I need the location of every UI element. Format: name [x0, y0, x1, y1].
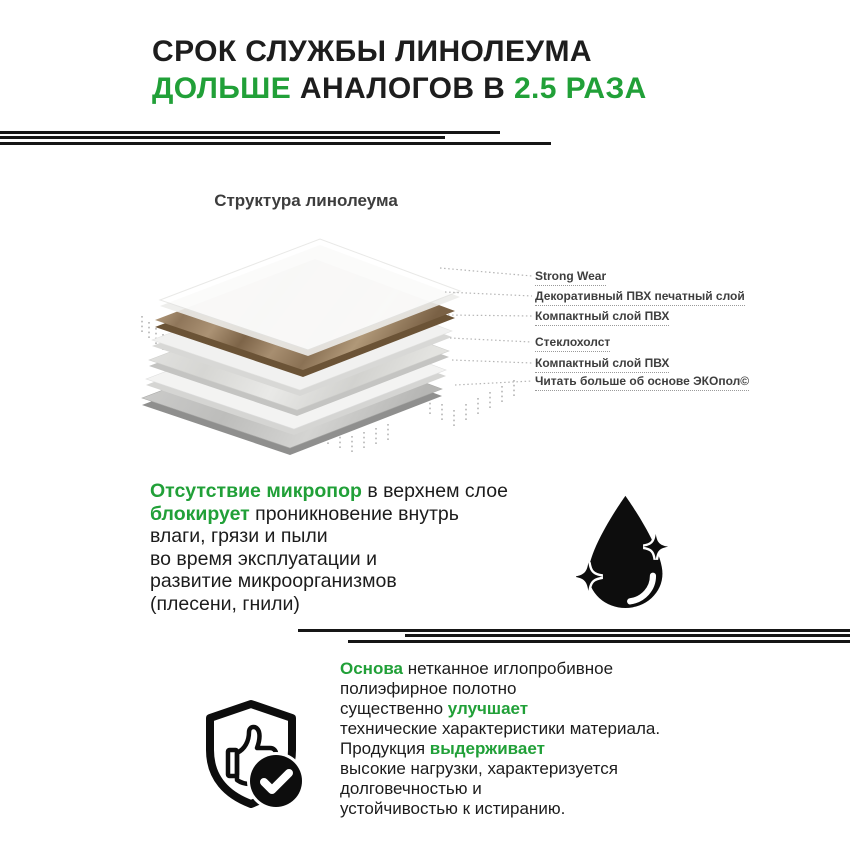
text-line: Основа нетканное иглопробивное [340, 659, 614, 678]
title-highlight-longer: ДОЛЬШЕ [152, 72, 292, 105]
read-more-link[interactable]: Читать больше об основе ЭКОпол© [535, 375, 749, 391]
divider-line [298, 629, 850, 632]
divider-line [0, 131, 500, 134]
leader-lines [430, 255, 538, 395]
text-line: (плесени, гнили) [150, 592, 300, 615]
text-line: полиэфирное полотно [340, 679, 517, 698]
divider-line [348, 640, 850, 643]
text-line: Отсутствие микропор в верхнем слое [150, 480, 508, 502]
text-line: технические характеристики материала. [340, 719, 661, 738]
layer-label-strong-wear: Strong Wear [535, 270, 606, 286]
text-line: устойчивостью к истиранию. [340, 799, 566, 818]
text-line: существенно улучшает [340, 699, 529, 718]
diagram-heading: Структура линолеума [214, 191, 398, 210]
layer-label-decor-pvc: Декоративный ПВХ печатный слой [535, 290, 745, 306]
text-line: высокие нагрузки, характеризуется [340, 759, 618, 778]
text-line: блокирует проникновение внутрь [150, 502, 459, 525]
text-line: долговечностью и [340, 779, 482, 798]
text-line: развитие микроорганизмов [150, 570, 397, 593]
layer-label-compact-pvc-1: Компактный слой ПВХ [535, 310, 669, 326]
feature-micropores-text [150, 480, 508, 616]
title-line-2: ДОЛЬШЕ АНАЛОГОВ В 2.5 РАЗА [152, 72, 647, 105]
shield-thumbs-up-check-icon [194, 697, 308, 815]
title-line-1: СРОК СЛУЖБЫ ЛИНОЛЕУМА [152, 35, 592, 68]
page-title [152, 33, 647, 107]
title-highlight-ratio: 2.5 РАЗА [513, 72, 647, 105]
feature-base-text [340, 659, 660, 819]
clean-water-drop-icon [576, 492, 671, 610]
text-line: влаги, грязи и пыли [150, 525, 328, 548]
text-line: Продукция выдерживает [340, 739, 545, 758]
divider-line [0, 136, 445, 139]
layer-label-compact-pvc-2: Компактный слой ПВХ [535, 357, 669, 373]
text-line: во время эксплуатации и [150, 547, 377, 570]
layer-label-fiberglass: Стеклохолст [535, 336, 610, 352]
divider-line [0, 142, 551, 145]
divider-line [405, 634, 850, 637]
